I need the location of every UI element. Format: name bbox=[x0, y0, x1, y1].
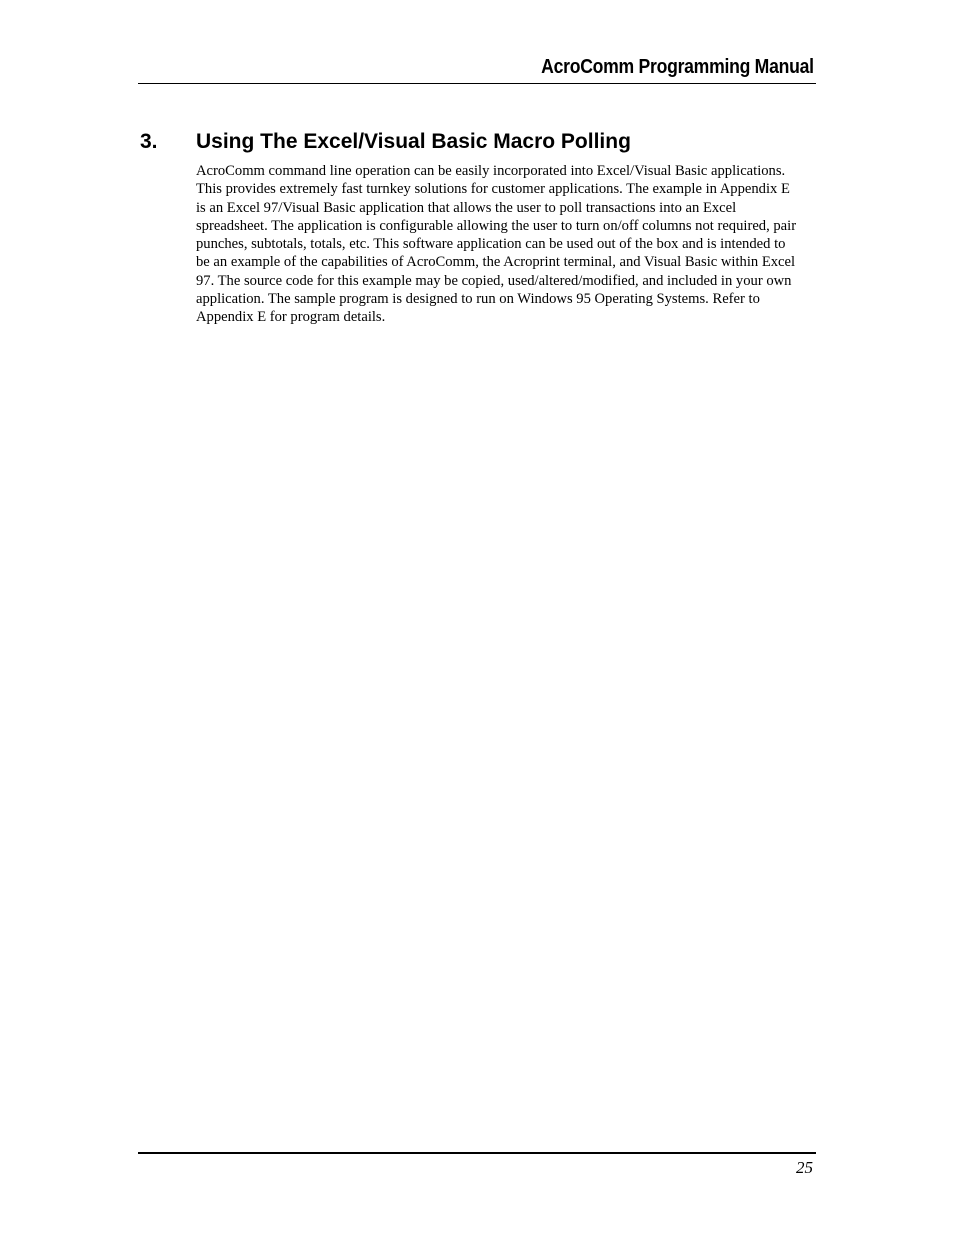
section-number: 3. bbox=[140, 130, 158, 153]
section-title: Using The Excel/Visual Basic Macro Polling bbox=[196, 130, 631, 153]
section-body-paragraph: AcroComm command line operation can be easily incorporated into Excel/Visual Basic applications. This provides extremely fast turnkey solutions for customer applications. The example in Appendix E is an Excel 97/Visual Basic application that allows the user to poll transactions into an Excel spreadsheet. The application is configurable allowing the user to turn on/off columns not required, pair punches, subtotals, totals, etc. This software application can be used out of the box and is intended to be an example of the capabilities of AcroComm, the Acroprint terminal, and Visual Basic within Excel 97. The source code for this example may be copied, used/altered/modified, and included in your own application. The sample program is designed to run on Windows 95 Operating Systems. Refer to Appendix E for program details. bbox=[196, 163, 797, 326]
running-header-title: AcroComm Programming Manual bbox=[541, 56, 814, 78]
page-number: 25 bbox=[796, 1158, 813, 1177]
header-divider bbox=[138, 83, 816, 84]
footer-divider bbox=[138, 1152, 816, 1154]
